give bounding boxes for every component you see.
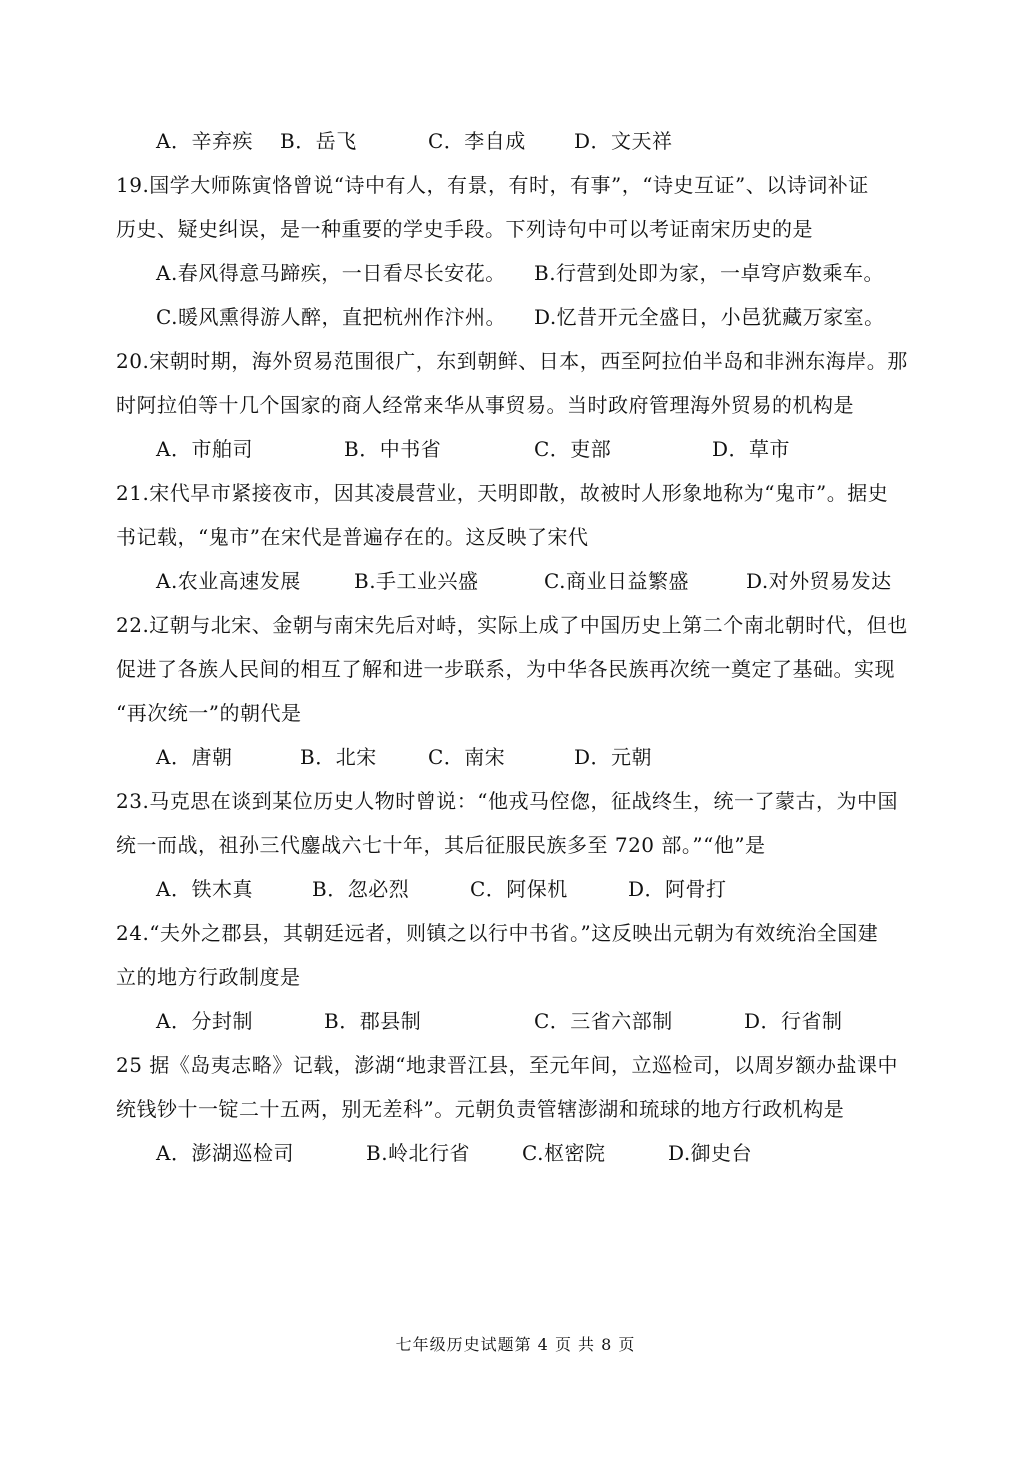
q24-stem-line-2: 立的地方行政制度是 (116, 965, 301, 989)
q24-option-c: C．三省六部制 (534, 1009, 673, 1033)
q21-option-d: D.对外贸易发达 (746, 569, 892, 593)
q25-options (156, 1138, 976, 1168)
q23-option-a: A．铁木真 (156, 877, 253, 901)
q18-option-c: C．李自成 (428, 129, 526, 153)
q20-stem-line-1: 20.宋朝时期，海外贸易范围很广，东到朝鲜、日本，西至阿拉伯半岛和非洲东海岸。那 (116, 349, 908, 373)
q22-option-a: A．唐朝 (156, 745, 233, 769)
q18-option-a: A．辛弃疾 (156, 129, 253, 153)
q23-options (156, 874, 976, 904)
q24-options (156, 1006, 976, 1036)
q19-stem-line-1: 19.国学大师陈寅恪曾说“诗中有人，有景，有时，有事”，“诗史互证”、以诗词补证 (116, 173, 869, 197)
q20-option-a: A．市舶司 (156, 437, 253, 461)
q25-option-c: C.枢密院 (522, 1141, 606, 1165)
q22-option-b: B．北宋 (300, 745, 377, 769)
q22-options (156, 742, 976, 772)
q23-stem-line-1: 23.马克思在谈到某位历史人物时曾说：“他戎马倥偬，征战终生，统一了蒙古，为中国 (116, 789, 899, 813)
q19-stem-line-2: 历史、疑史纠误，是一种重要的学史手段。下列诗句中可以考证南宋历史的是 (116, 217, 813, 241)
q20-options (156, 434, 976, 464)
q20-stem-line-2: 时阿拉伯等十几个国家的商人经常来华从事贸易。当时政府管理海外贸易的机构是 (116, 393, 854, 417)
q20-option-c: C．吏部 (534, 437, 612, 461)
q22-option-c: C．南宋 (428, 745, 506, 769)
q21-stem-line-1: 21.宋代早市紧接夜市，因其凌晨营业，天明即散，故被时人形象地称为“鬼市”。据史 (116, 481, 889, 505)
q20-option-d: D．草市 (712, 437, 791, 461)
q24-option-d: D．行省制 (744, 1009, 843, 1033)
q23-option-c: C．阿保机 (470, 877, 568, 901)
q25-stem-line-1: 25 据《岛夷志略》记载，澎湖“地隶晋江县，至元年间，立巡检司，以周岁额办盐课中 (116, 1053, 899, 1077)
q24-option-a: A．分封制 (156, 1009, 253, 1033)
q22-stem-line-2: 促进了各族人民间的相互了解和进一步联系，为中华各民族再次统一奠定了基础。实现 (116, 657, 895, 681)
q22-stem-line-3: “再次统一”的朝代是 (116, 701, 302, 725)
q25-option-b: B.岭北行省 (366, 1141, 471, 1165)
q21-option-c: C.商业日益繁盛 (544, 569, 689, 593)
q23-stem-line-2: 统一而战，祖孙三代鏖战六七十年，其后征服民族多至 720 部。”“他”是 (116, 833, 766, 857)
q19-option-a: A.春风得意马蹄疾，一日看尽长安花。 (156, 261, 506, 285)
q19-options-row-1 (156, 258, 976, 288)
q23-option-d: D．阿骨打 (628, 877, 727, 901)
q24-option-b: B．郡县制 (324, 1009, 422, 1033)
q21-options (156, 566, 976, 596)
q19-option-c: C.暖风熏得游人醉，直把杭州作汴州。 (156, 305, 506, 329)
q25-option-d: D.御史台 (668, 1141, 753, 1165)
q18-option-d: D．文天祥 (574, 129, 673, 153)
q18-option-b: B．岳飞 (280, 129, 357, 153)
q22-stem-line-1: 22.辽朝与北宋、金朝与南宋先后对峙，实际上成了中国历史上第二个南北朝时代，但也 (116, 613, 908, 637)
q25-stem-line-2: 统钱钞十一锭二十五两，别无差科”。元朝负责管辖澎湖和琉球的地方行政机构是 (116, 1097, 845, 1121)
q20-option-b: B．中书省 (344, 437, 442, 461)
q19-options-row-2 (156, 302, 976, 332)
q19-option-b: B.行营到处即为家，一卓穹庐数乘车。 (534, 261, 885, 285)
q22-option-d: D．元朝 (574, 745, 653, 769)
page-footer: 七年级历史试题第 4 页 共 8 页 (395, 1335, 636, 1354)
q21-option-b: B.手工业兴盛 (354, 569, 479, 593)
q18-options (156, 126, 976, 156)
q19-option-d: D.忆昔开元全盛日，小邑犹藏万家室。 (534, 305, 885, 329)
q23-option-b: B．忽必烈 (312, 877, 410, 901)
q21-option-a: A.农业高速发展 (156, 569, 301, 593)
q25-option-a: A．澎湖巡检司 (156, 1141, 294, 1165)
q24-stem-line-1: 24.“夫外之郡县，其朝廷远者，则镇之以行中书省。”这反映出元朝为有效统治全国建 (116, 921, 879, 945)
q21-stem-line-2: 书记载，“鬼市”在宋代是普遍存在的。这反映了宋代 (116, 525, 589, 549)
